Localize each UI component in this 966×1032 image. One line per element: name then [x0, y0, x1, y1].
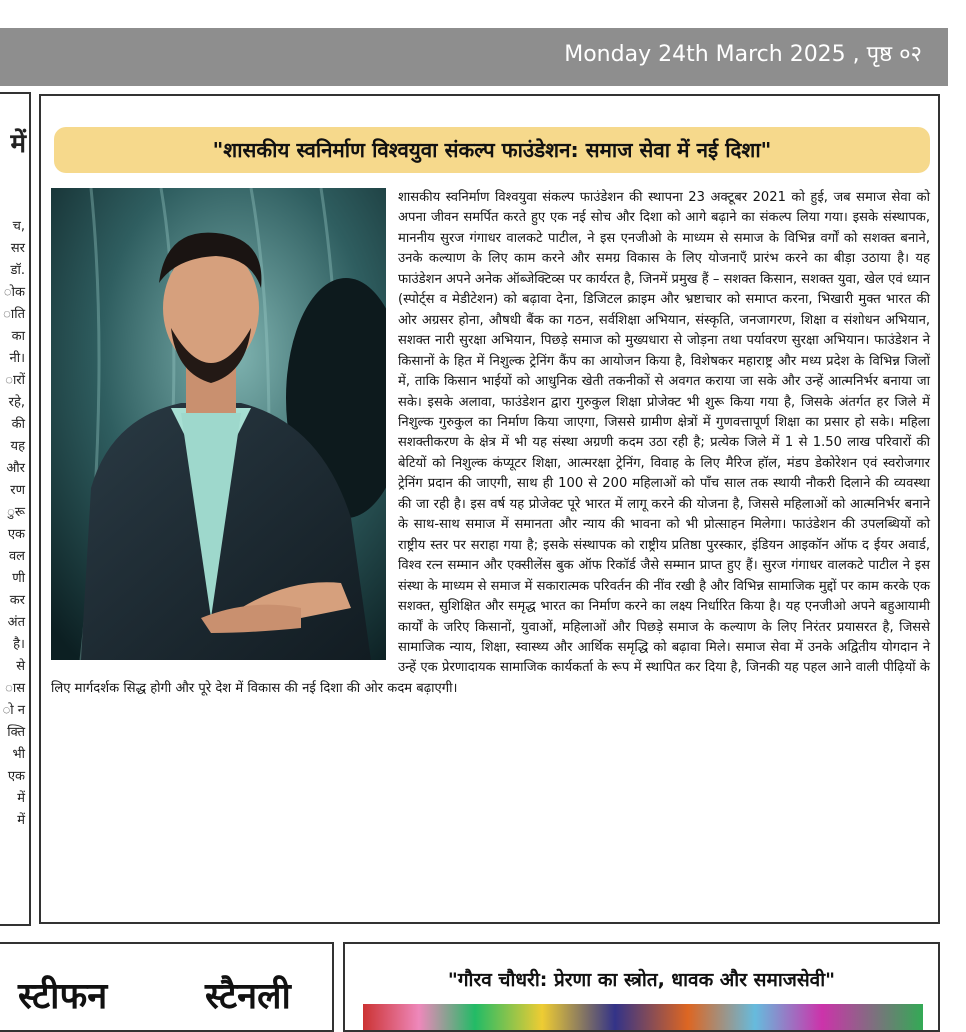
left-column-heading-fragment: में	[10, 129, 26, 159]
left-column-line: क्ति	[7, 725, 25, 740]
photo-space	[51, 188, 386, 663]
left-column-line: डॉ.	[10, 263, 25, 278]
left-column-line: की	[11, 417, 25, 432]
left-column-line: कर	[9, 593, 25, 608]
left-column-line: वल	[8, 549, 25, 564]
page-header-bar	[0, 28, 948, 86]
left-column-line: एक	[7, 527, 25, 542]
left-column-clipped	[0, 92, 31, 926]
left-column-line: का	[11, 329, 25, 344]
left-column-line: में	[17, 791, 25, 806]
article-headline: "शासकीय स्वनिर्माण विश्वयुवा संकल्प फाउंडेशन: समाज सेवा में नई दिशा"	[212, 138, 772, 162]
left-column-line: ारों	[5, 373, 25, 388]
left-column-line: च,	[12, 219, 25, 234]
left-column-line: यह	[10, 439, 25, 454]
article-headline-banner	[54, 127, 930, 173]
left-column-line: अंत	[7, 615, 25, 630]
left-column-line: रहे,	[8, 395, 25, 410]
left-column-line: ुरू	[7, 505, 25, 520]
left-column-line: एक	[7, 769, 25, 784]
main-article-box	[39, 94, 940, 924]
left-column-line: है।	[13, 637, 25, 652]
bottom-left-headline-word: स्टीफन	[18, 976, 108, 1017]
bottom-left-article	[0, 942, 334, 1032]
left-column-line: से	[16, 659, 25, 674]
left-column-line: रण	[10, 483, 25, 498]
bottom-right-headline: "गौरव चौधरी: प्रेरणा का स्त्रोत, धावक और समाजसेवी"	[447, 969, 836, 991]
bottom-left-headline-word: स्टैनली	[205, 976, 291, 1017]
article-body	[51, 188, 930, 699]
left-column-line: और	[6, 461, 25, 476]
article-text: शासकीय स्वनिर्माण विश्वयुवा संकल्प फाउंडेशन की स्थापना 23 अक्टूबर 2021 को हुई, जब समाज सेवा को अपना जीवन समर्पित करते हुए एक नई सोच और दिशा को आगे बढ़ाने का संकल्प लिया गया। इसके संस्थापक, माननीय सुरज गंगाधर वालकटे पाटील, ने इस एनजीओ के माध्यम से समाज के विभिन्न वर्गों को सशक्त बनाने, उनके कल्याण के लिए काम करने और समग्र विकास के लिए योजनाएँ प्रारंभ करने का बीड़ा उठाया है। यह फाउंडेशन अपने अनेक ऑब्जेक्टिव्स पर कार्यरत है, जिनमें प्रमुख हैं – सशक्त किसान, सशक्त युवा, खेल एवं ध्यान (स्पोर्ट्स व मेडीटेशन) को बढ़ावा देना, डिजिटल क्राइम और भ्रष्टाचार को समाप्त करना, भिखारी मुक्त भारत की ओर अग्रसर होना, औषधी बैंक का गठन, सर्वशिक्षा अभियान, संस्कृति, जनजागरण, शिक्षा व संशोधन अभियान, सशक्त नारी सुरक्षा अभियान, पिछड़े समाज को मुख्यधारा से जोड़ना तथा पर्यावरण सुरक्षा अभियान। फाउंडेशन ने किसानों के हित में निशुल्क ट्रेनिंग कैंप का आयोजन किया है, विशेषकर महाराष्ट्र और मध्य प्रदेश के विभिन्न जिलों में, ताकि किसान भाईयों को आधुनिक खेती तकनीकों से अवगत कराया जा सके और उन्हें आत्मनिर्भर बनाया जा सके। इसके अलावा, फाउंडेशन द्वारा गुरुकुल शिक्षा प्रोजेक्ट भी शुरू किया गया है, जिसके अंतर्गत हर जिले में निशुल्क गुरुकुल का निर्माण किया जाएगा, जिससे ग्रामीण क्षेत्रों में गुणवत्तापूर्ण शिक्षा का प्रसार हो सके। महिला सशक्तीकरण के क्षेत्र में भी यह संस्था अग्रणी कदम उठा रही है; प्रत्येक जिले में 1 से 1.50 लाख परिवारों की बेटियों को निशुल्क कंप्यूटर शिक्षा, आत्मरक्षा ट्रेनिंग, विवाह के लिए मैरिज हॉल, मंडप डेकोरेशन एवं स्वरोजगार ट्रेनिंग प्रदान की जाएगी, साथ ही 100 से 200 महिलाओं को पाँच साल तक स्थायी नौकरी दिलाने की व्यवस्था की जा रही है। इस वर्ष यह प्रोजेक्ट पूरे भारत में लागू करने की योजना है, जिससे महिलाओं को आत्मनिर्भर बनाने के साथ-साथ समाज में समानता और न्याय की भावना को भी प्रोत्साहन मिलेगा। फाउंडेशन की उपलब्धियों को राष्ट्रीय स्तर पर सराहा गया है; इसके संस्थापक को राष्ट्रीय प्रतिष्ठा पुरस्कार, इंडियन आइकॉन ऑफ द ईयर अवार्ड, विश्व रत्न सम्मान और एक्सीलेंस बुक ऑफ रिकॉर्ड जैसे सम्मान प्राप्त हुए हैं। सुरज गंगाधर वालकटे पाटील ने इस संस्था के माध्यम से समाज में सकारात्मक परिवर्तन की नींव रखी है और विभिन्न सामाजिक मुद्दों पर काम करके एक सशक्त, सुशिक्षित और समृद्ध भारत का निर्माण करने का लक्ष्य निर्धारित किया है। यह एनजीओ अपने बहुआयामी कार्यों के जरिए किसानों, युवाओं, महिलाओं और पिछड़े समाज के कल्याण के लिए निरंतर प्रयासरत है, जिससे सामाजिक न्याय, शिक्षा, स्वास्थ्य और आर्थिक समृद्धि को बढ़ावा मिले। समाज सेवा में उनके अद्वितीय योगदान ने उन्हें एक प्रेरणादायक सामाजिक कार्यकर्ता के रूप में स्थापित कर दिया है, जिनकी यह पहल आने वाली पीढ़ियों के लिए मार्गदर्शक सिद्ध होगी और पूरे देश में विकास की नई दिशा की ओर कदम बढ़ाएगी।	[51, 190, 930, 696]
bottom-right-article	[343, 942, 940, 1032]
left-column-line: में	[17, 813, 25, 828]
left-column-line: ास	[5, 681, 25, 696]
left-column-line: ो न	[2, 703, 25, 718]
left-column-line: सर	[10, 241, 25, 256]
left-column-line: नी।	[9, 351, 25, 366]
left-column-line: णी	[12, 571, 25, 586]
date-page-label: Monday 24th March 2025 , पृष्ठ ०२	[564, 42, 922, 67]
left-column-line: ोक	[3, 285, 25, 300]
left-column-line: भी	[12, 747, 25, 762]
bottom-right-photo	[363, 1004, 923, 1032]
left-column-line: ाति	[3, 307, 25, 322]
